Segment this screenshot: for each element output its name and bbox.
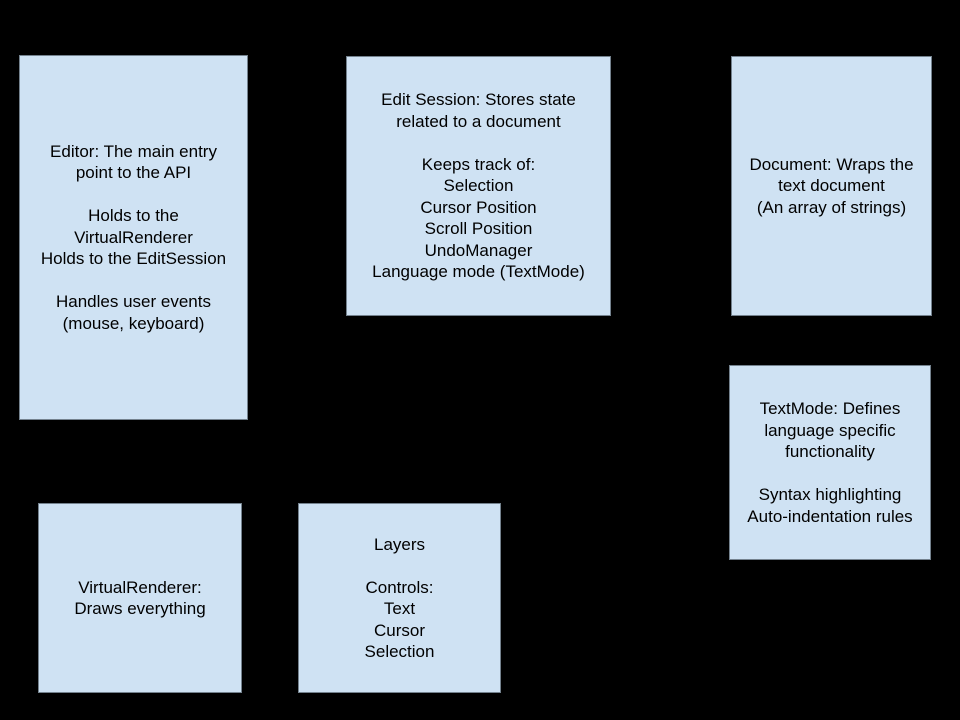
text-line: Controls:: [365, 577, 434, 597]
text-line: functionality: [785, 442, 875, 461]
text-line: Keeps track of:: [421, 154, 536, 174]
text-line: point to the API: [75, 163, 192, 183]
text-line: [730, 463, 930, 485]
text-line: Layers: [373, 534, 426, 554]
text-line: [20, 270, 247, 292]
node-textmode: [729, 365, 931, 560]
text-line: Selection: [364, 642, 435, 661]
text-line: Scroll Position: [424, 219, 533, 239]
text-line: Editor: The main entry: [50, 141, 217, 161]
text-line: language specific: [764, 420, 896, 440]
text-line: [347, 132, 610, 154]
text-line: (mouse, keyboard): [62, 313, 205, 333]
text-line: Holds to the: [88, 206, 179, 226]
node-document-text: [732, 154, 931, 219]
text-line: Text: [383, 599, 416, 618]
node-edit-session-text: [347, 89, 610, 283]
node-layers-text: [299, 534, 500, 663]
text-line: Edit Session: Stores state: [381, 90, 576, 110]
node-virtual-renderer: [38, 503, 242, 693]
text-line: UndoManager: [424, 240, 533, 260]
text-line: related to a document: [396, 111, 561, 131]
text-line: VirtualRenderer:: [78, 577, 202, 597]
node-editor: [19, 55, 248, 420]
node-document: [731, 56, 932, 316]
text-line: Selection: [443, 176, 514, 196]
text-line: text document: [778, 176, 885, 196]
text-line: [299, 555, 500, 577]
text-line: VirtualRenderer: [74, 227, 193, 247]
text-line: Holds to the EditSession: [40, 249, 227, 269]
node-textmode-text: [730, 398, 930, 527]
text-line: (An array of strings): [756, 197, 907, 217]
text-line: [20, 184, 247, 206]
text-line: Document: Wraps the: [749, 154, 914, 174]
text-line: Cursor Position: [420, 197, 537, 217]
node-virtual-renderer-text: [39, 577, 241, 620]
node-edit-session: [346, 56, 611, 316]
text-line: Draws everything: [74, 599, 206, 618]
text-line: TextMode: Defines: [759, 399, 901, 418]
text-line: Auto-indentation rules: [747, 506, 913, 526]
node-editor-text: [20, 141, 247, 335]
text-line: Cursor: [373, 620, 425, 640]
node-layers: [298, 503, 501, 693]
text-line: Handles user events: [56, 292, 211, 312]
text-line: Syntax highlighting: [758, 485, 902, 504]
text-line: Language mode (TextMode): [372, 262, 585, 282]
